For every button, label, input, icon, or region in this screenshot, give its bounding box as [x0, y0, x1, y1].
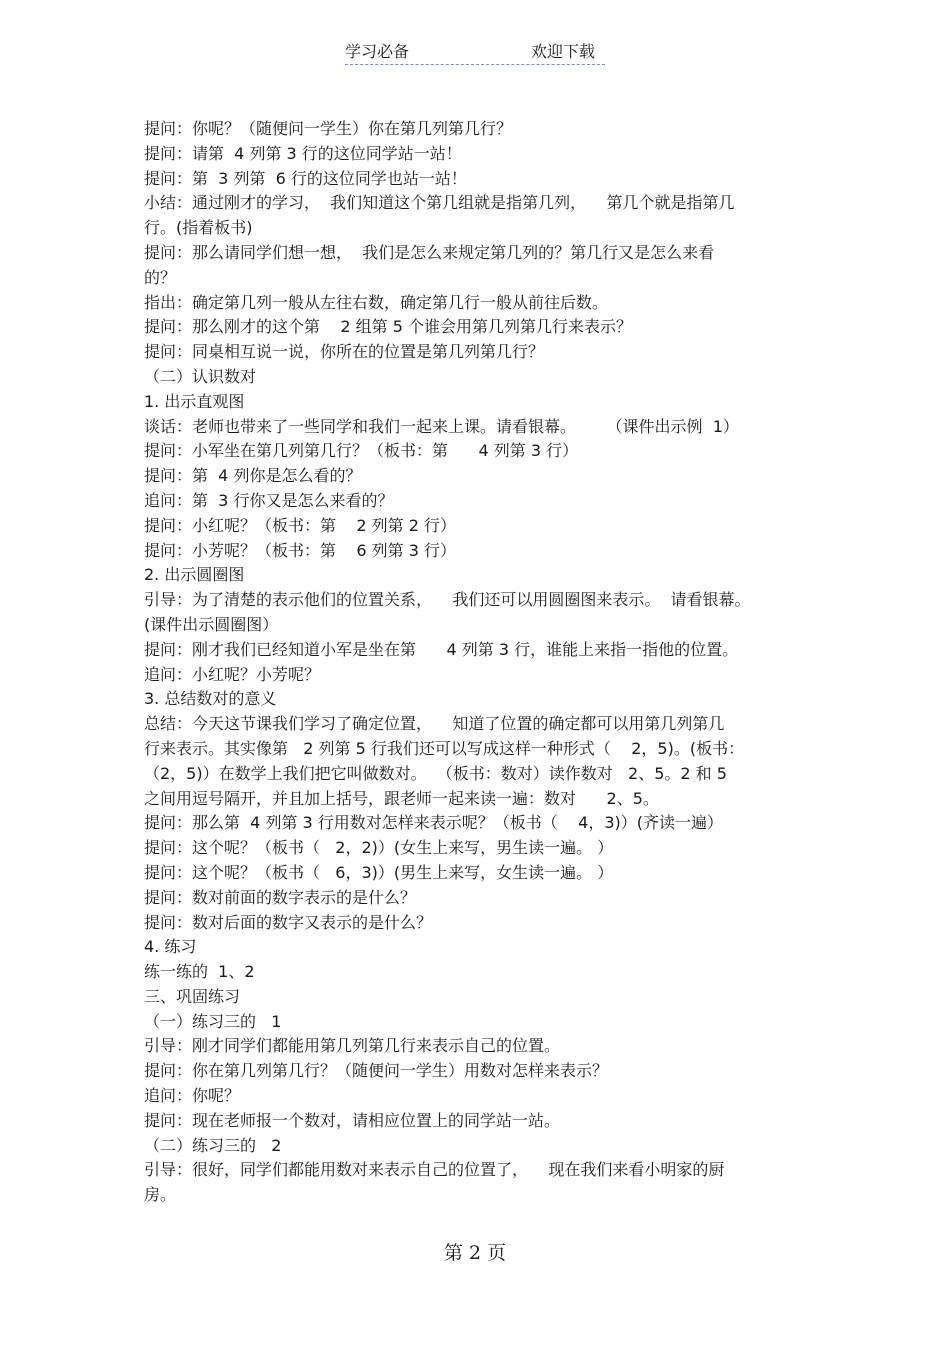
page-number: 第 2 页 — [443, 1242, 507, 1264]
text-line: 练一练的 1、2 — [144, 962, 255, 982]
text-line: 提问：第 4 列你是怎么看的？ — [144, 466, 362, 486]
text-line: 追问：第 3 行你又是怎么来看的？ — [144, 490, 394, 510]
text-line: （二）练习三的 2 — [144, 1135, 282, 1155]
text-line: 提问：同桌相互说一说，你所在的位置是第几列第几行？ — [144, 342, 545, 362]
text-line: 3. 总结数对的意义 — [144, 689, 277, 709]
text-line: 提问：这个呢？（板书（ 6，3)）(男生上来写，女生读一遍。 ） — [144, 862, 614, 882]
text-line: 之间用逗号隔开，并且加上括号，跟老师一起来读一遍：数对 2、5。 — [144, 788, 659, 808]
text-line: （2，5)）在数学上我们把它叫做数对。 （板书：数对）读作数对 2、5。2 和 5 — [144, 763, 727, 783]
text-line: 提问：现在老师报一个数对，请相应位置上的同学站一站。 — [144, 1110, 561, 1130]
header-right-text: 欢迎下载 — [531, 42, 596, 61]
text-line: 的？ — [144, 267, 177, 287]
header-divider — [345, 64, 605, 65]
text-line: 引导：很好，同学们都能用数对来表示自己的位置了， 现在我们来看小明家的厨 — [144, 1160, 725, 1180]
text-line: (课件出示圆圈图） — [144, 614, 279, 634]
text-line: 提问：小芳呢？（板书：第 6 列第 3 行） — [144, 540, 456, 560]
text-line: 提问：那么请同学们想一想， 我们是怎么来规定第几列的？第几行又是怎么来看 — [144, 242, 715, 262]
document-body — [144, 117, 806, 1208]
text-line: 提问：小军坐在第几列第几行？（板书：第 4 列第 3 行） — [144, 441, 579, 461]
text-line: 行。(指着板书) — [144, 218, 253, 238]
text-line: 提问：小红呢？（板书：第 2 列第 2 行） — [144, 515, 456, 535]
text-line: 总结：今天这节课我们学习了确定位置， 知道了位置的确定都可以用第几列第几 — [144, 714, 725, 734]
text-line: 提问：那么刚才的这个第 2 组第 5 个谁会用第几列第几行来表示？ — [144, 317, 632, 337]
text-line: 提问：刚才我们已经知道小军是坐在第 4 列第 3 行，谁能上来指一指他的位置。 — [144, 639, 739, 659]
text-line: 小结：通过刚才的学习， 我们知道这个第几组就是指第几列， 第几个就是指第几 — [144, 193, 735, 213]
text-line: 提问：数对后面的数字又表示的是什么？ — [144, 912, 433, 932]
text-line: 提问：你呢？（随便问一学生）你在第几列第几行？ — [144, 119, 513, 138]
text-line: 追问：小红呢？小芳呢？ — [144, 664, 321, 684]
header-left-text: 学习必备 — [345, 42, 410, 61]
text-line: 追问：你呢？ — [144, 1086, 241, 1106]
text-line: 1. 出示直观图 — [144, 391, 245, 411]
text-line: 4. 练习 — [144, 937, 197, 957]
text-line: （二）认识数对 — [144, 366, 257, 386]
page-header — [0, 40, 950, 70]
text-line: 行来表示。其实像第 2 列第 5 行我们还可以写成这样一种形式（ 2，5)。(板书： — [144, 738, 745, 758]
text-line: 提问：那么第 4 列第 3 行用数对怎样来表示呢？（板书（ 4，3)）(齐读一遍） — [144, 813, 723, 833]
text-line: 提问：这个呢？（板书（ 2，2)）(女生上来写，男生读一遍。 ） — [144, 838, 614, 858]
text-line: 三、巩固练习 — [144, 986, 241, 1006]
text-line: 提问：数对前面的数字表示的是什么？ — [144, 887, 417, 907]
text-line: 引导：为了清楚的表示他们的位置关系， 我们还可以用圆圈图来表示。 请看银幕。 — [144, 590, 751, 610]
text-line: （一）练习三的 1 — [144, 1011, 282, 1031]
text-line: 引导：刚才同学们都能用第几列第几行来表示自己的位置。 — [144, 1036, 561, 1056]
text-line: 谈话：老师也带来了一些同学和我们一起来上课。请看银幕。 （课件出示例 1） — [144, 416, 739, 436]
text-line: 提问：你在第几列第几行？（随便问一学生）用数对怎样来表示？ — [144, 1061, 609, 1081]
text-line: 房。 — [144, 1185, 177, 1205]
text-line: 指出：确定第几列一般从左往右数，确定第几行一般从前往后数。 — [144, 292, 609, 312]
text-line: 2. 出示圆圈图 — [144, 565, 245, 585]
text-line: 提问：第 3 列第 6 行的这位同学也站一站！ — [144, 168, 467, 188]
text-line: 提问：请第 4 列第 3 行的这位同学站一站！ — [144, 143, 462, 163]
